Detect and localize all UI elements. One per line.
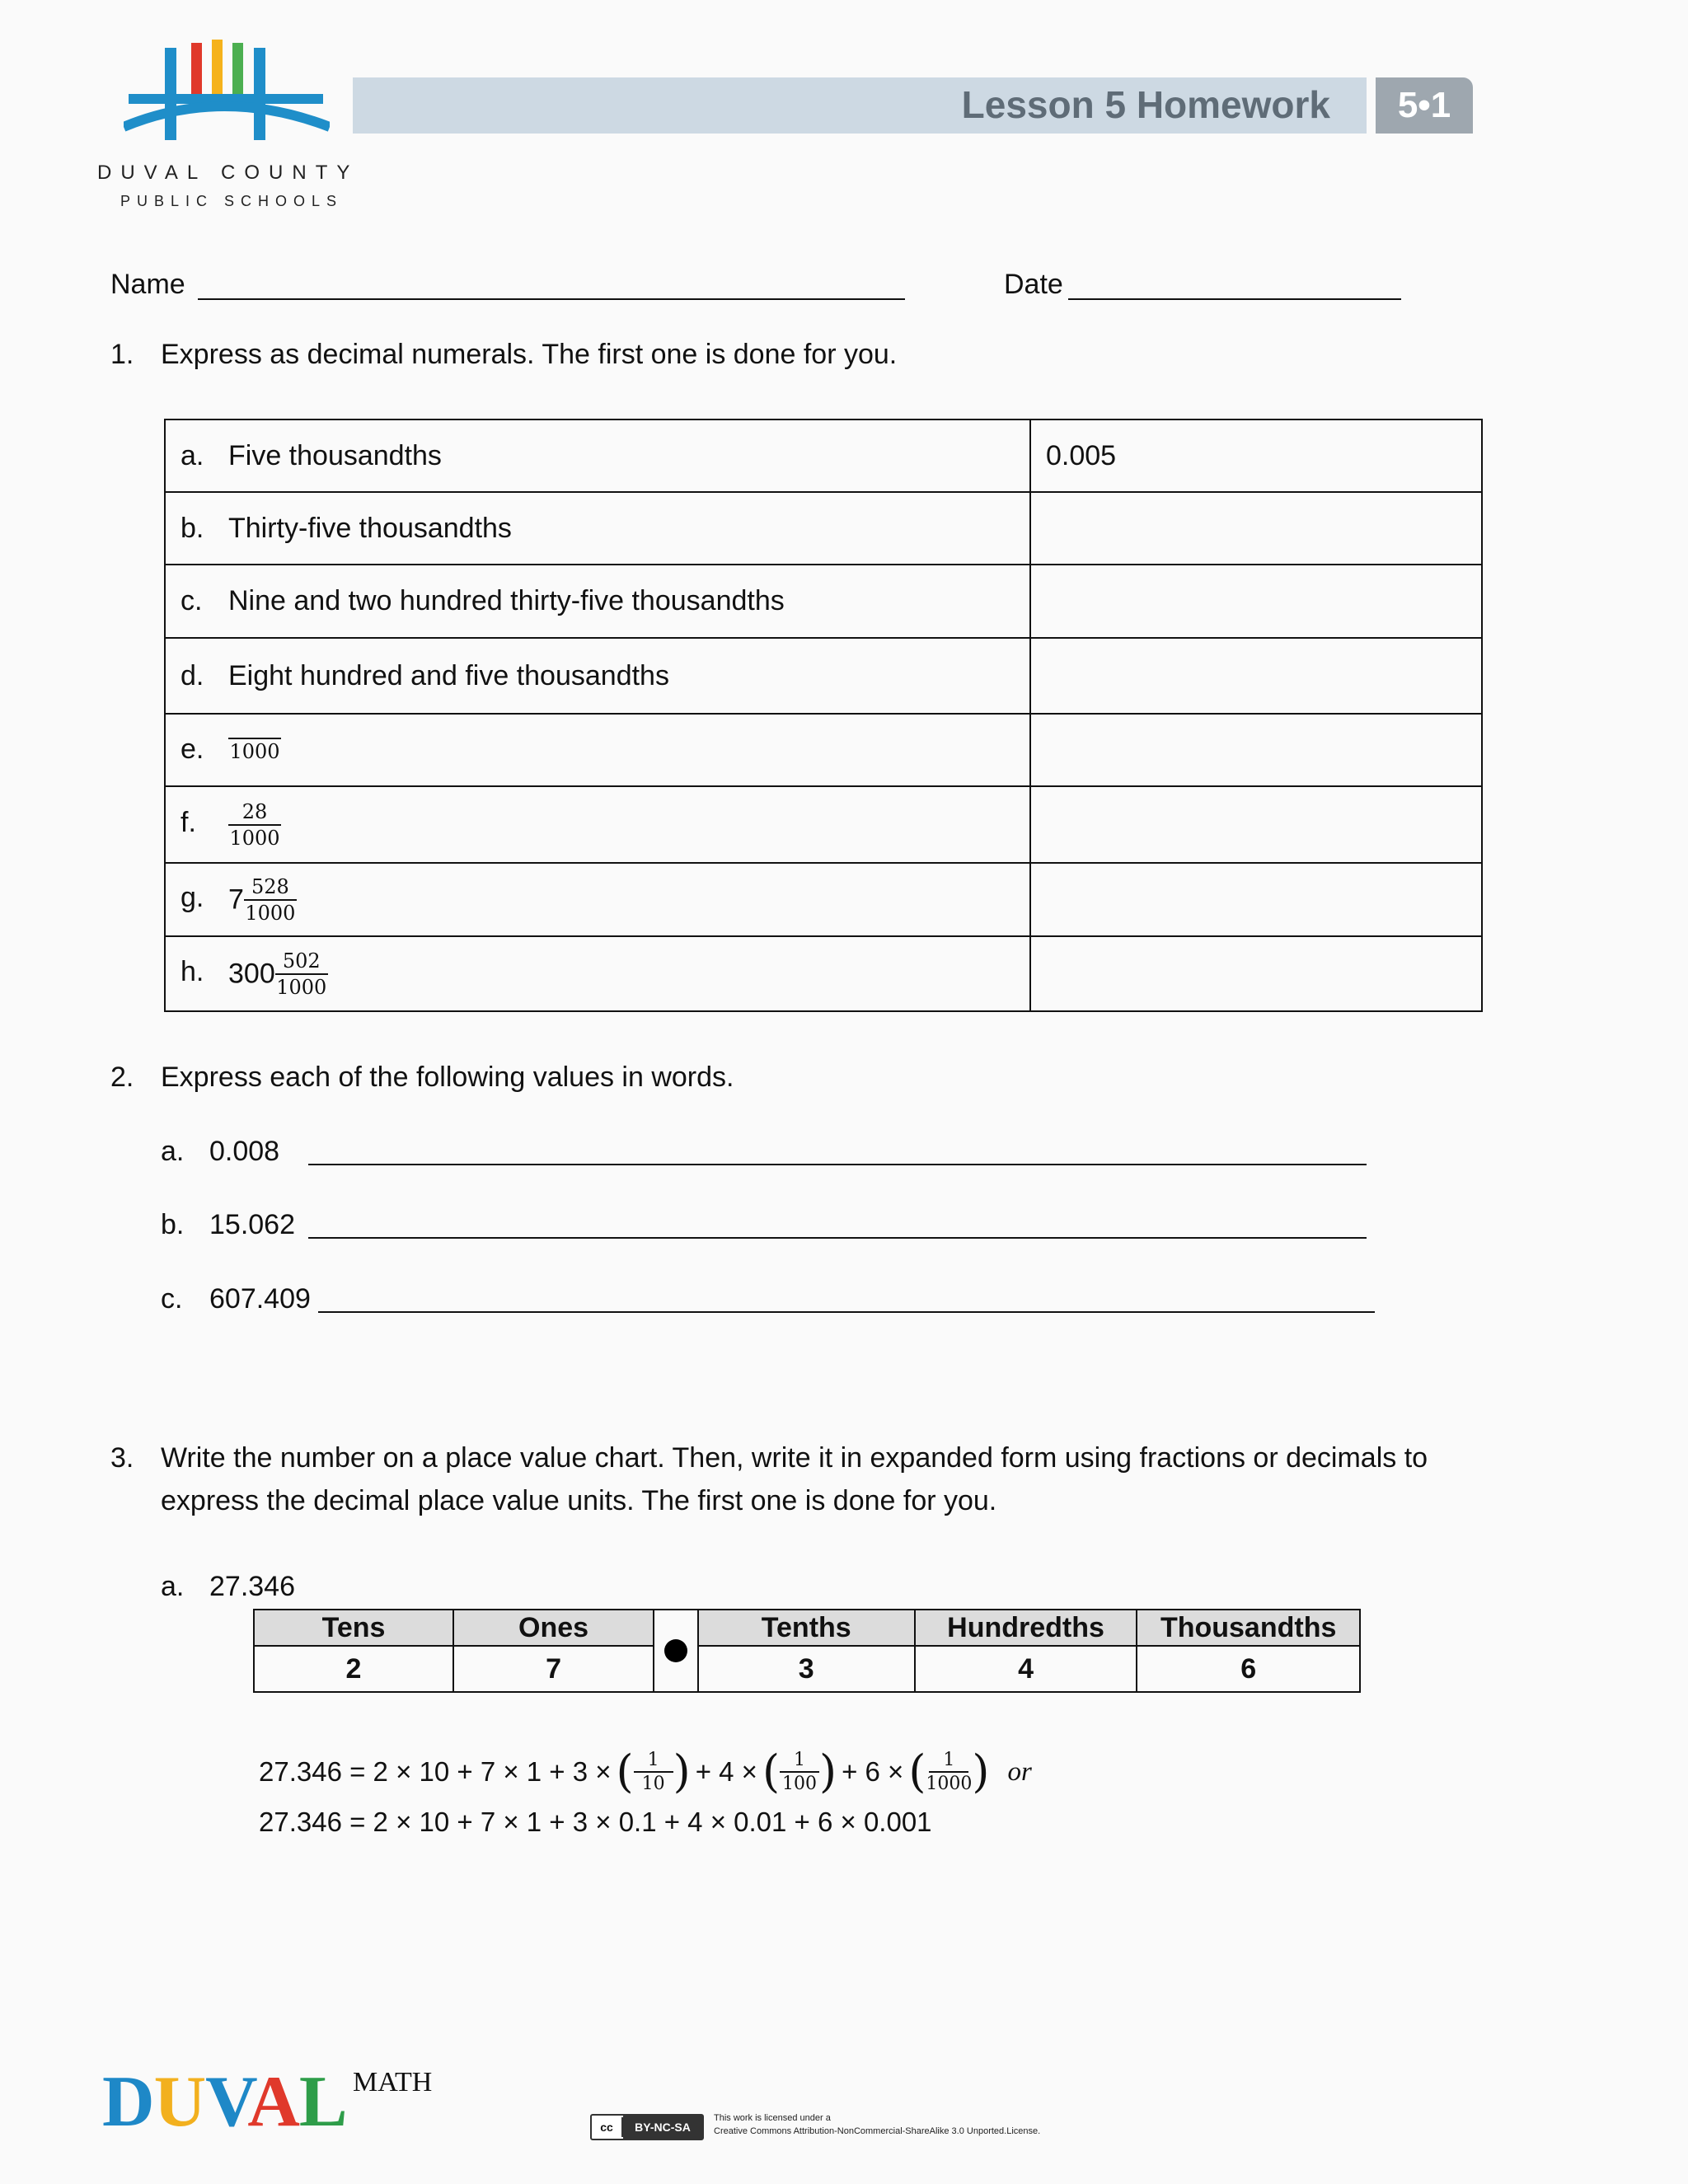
table-row [165, 863, 1482, 936]
numerator: 502 [275, 949, 328, 975]
header-ones: Ones [453, 1610, 654, 1646]
cc-license-badge [590, 2114, 704, 2140]
value-tenths: 3 [698, 1646, 915, 1692]
date-label: Date [1004, 269, 1063, 300]
decimal-point [664, 1639, 687, 1662]
denominator: 1000 [229, 739, 280, 763]
answer-cell[interactable] [1030, 863, 1482, 936]
q2a-answer-line[interactable] [308, 1164, 1367, 1165]
row-letter: b. [181, 512, 204, 544]
numerator: 28 [228, 799, 281, 826]
eq-or: or [1007, 1756, 1032, 1787]
mixed-whole: 7 [228, 883, 244, 915]
answer-cell[interactable] [1030, 786, 1482, 863]
org-name: DUVAL COUNTY [97, 162, 359, 184]
district-logo [124, 36, 330, 152]
q2b-letter: b. [161, 1209, 185, 1240]
row-text: Five thousandths [228, 439, 442, 471]
answer-cell[interactable] [1030, 492, 1482, 565]
chart-header-row [254, 1610, 1360, 1646]
row-text: Eight hundred and five thousandths [228, 659, 669, 691]
fraction [244, 874, 297, 926]
q1-table [164, 419, 1483, 1012]
eq-mid: + 6 × [842, 1756, 904, 1787]
logo-letter: U [153, 2062, 206, 2142]
mixed-whole: 300 [228, 958, 275, 989]
q1-number: 1. [110, 339, 134, 370]
numerator: 1 [634, 1749, 673, 1774]
table-row [165, 565, 1482, 638]
table-row [165, 419, 1482, 492]
denominator: 10 [641, 1774, 665, 1794]
numerator: 1 [929, 1749, 968, 1774]
fraction [228, 738, 281, 764]
name-field[interactable] [198, 298, 905, 300]
paren-fraction: ( $\frac{1}{100}$ ) [762, 1746, 837, 1797]
duval-math-logo [102, 2060, 347, 2144]
row-letter: e. [181, 733, 204, 765]
q3a-value: 27.346 [209, 1571, 295, 1602]
answer-cell[interactable] [1030, 936, 1482, 1011]
value-thousandths: 6 [1137, 1646, 1360, 1692]
answer-cell[interactable] [1030, 638, 1482, 714]
eq-mid: + 4 × [695, 1756, 757, 1787]
row-text: Thirty-five thousandths [228, 512, 512, 544]
fraction [228, 799, 281, 851]
cc-icon: cc [592, 2117, 623, 2137]
lesson-badge: 5•1 [1376, 77, 1473, 134]
row-letter: f. [181, 807, 196, 839]
numerator: 528 [244, 874, 297, 901]
header-tenths: Tenths [698, 1610, 915, 1646]
table-row [165, 786, 1482, 863]
place-value-chart [253, 1609, 1361, 1693]
logo-letter: A [247, 2062, 299, 2142]
fraction [780, 1749, 819, 1796]
chart-value-row [254, 1646, 1360, 1692]
denominator: 1000 [276, 975, 327, 999]
lesson-title: Lesson 5 Homework [961, 83, 1330, 126]
header-thousandths: Thousandths [1137, 1610, 1360, 1646]
table-row [165, 714, 1482, 786]
table-row [165, 936, 1482, 1011]
table-row [165, 638, 1482, 714]
value-tens: 2 [254, 1646, 453, 1692]
q2-number: 2. [110, 1062, 134, 1093]
q3-number: 3. [110, 1442, 134, 1474]
numerator: 1 [780, 1749, 819, 1774]
denominator: 1000 [926, 1774, 973, 1794]
q2b-value: 15.062 [209, 1209, 295, 1240]
q3-prompt-line1: Write the number on a place value chart. Then, write it in expanded form using fractions or decimals to [161, 1442, 1428, 1474]
logo-letter: D [102, 2062, 154, 2142]
math-label: MATH [353, 2067, 433, 2097]
denominator: 1000 [229, 826, 280, 850]
expanded-form-fractions [259, 1739, 1032, 1805]
header-tens: Tens [254, 1610, 453, 1646]
cc-badge-text: BY-NC-SA [623, 2116, 702, 2139]
answer-cell[interactable] [1030, 565, 1482, 638]
row-letter: d. [181, 659, 204, 691]
expanded-form-decimals: 27.346 = 2 × 10 + 7 × 1 + 3 × 0.1 + 4 × 0.01 + 6 × 0.001 [259, 1807, 932, 1837]
paren-fraction: ( $\frac{1}{1000}$ ) [908, 1746, 990, 1797]
eq-lead: 27.346 = 2 × 10 + 7 × 1 + 3 × [259, 1756, 612, 1787]
denominator: 100 [782, 1774, 818, 1794]
row-letter: h. [181, 956, 204, 988]
denominator: 1000 [245, 901, 296, 925]
lesson-title-bar [353, 77, 1367, 134]
q2b-answer-line[interactable] [308, 1237, 1367, 1239]
q2a-value: 0.008 [209, 1136, 280, 1167]
logo-letter: L [298, 2062, 347, 2142]
value-ones: 7 [453, 1646, 654, 1692]
row-text: Nine and two hundred thirty-five thousandths [228, 585, 785, 616]
row-letter: a. [181, 439, 204, 471]
q3a-letter: a. [161, 1571, 185, 1602]
name-label: Name [110, 269, 185, 300]
table-row [165, 492, 1482, 565]
license-text: This work is licensed under a Creative Commons Attribution-NonCommercial-ShareAlike 3.0 Unported.License. [714, 2113, 1041, 2136]
q3-prompt-line2: express the decimal place value units. The first one is done for you. [161, 1485, 997, 1516]
fraction [634, 1749, 673, 1796]
q2-prompt: Express each of the following values in words. [161, 1062, 734, 1093]
q2c-value: 607.409 [209, 1283, 311, 1315]
row-letter: g. [181, 882, 204, 914]
date-field[interactable] [1068, 298, 1401, 300]
q2a-letter: a. [161, 1136, 185, 1167]
logo-letter: V [205, 2062, 248, 2142]
header-hundredths: Hundredths [915, 1610, 1137, 1646]
q2c-answer-line[interactable] [318, 1311, 1375, 1313]
q2c-letter: c. [161, 1283, 183, 1315]
answer-cell[interactable] [1030, 714, 1482, 786]
paren-fraction: ( $\frac{1}{10}$ ) [616, 1746, 691, 1797]
org-subname: PUBLIC SCHOOLS [120, 193, 344, 209]
answer-cell[interactable]: 0.005 [1030, 419, 1482, 492]
row-letter: c. [181, 585, 203, 616]
q1-prompt: Express as decimal numerals. The first one is done for you. [161, 339, 898, 370]
decimal-point-cell [654, 1610, 698, 1692]
fraction [926, 1749, 972, 1796]
fraction [275, 949, 328, 1000]
value-hundredths: 4 [915, 1646, 1137, 1692]
